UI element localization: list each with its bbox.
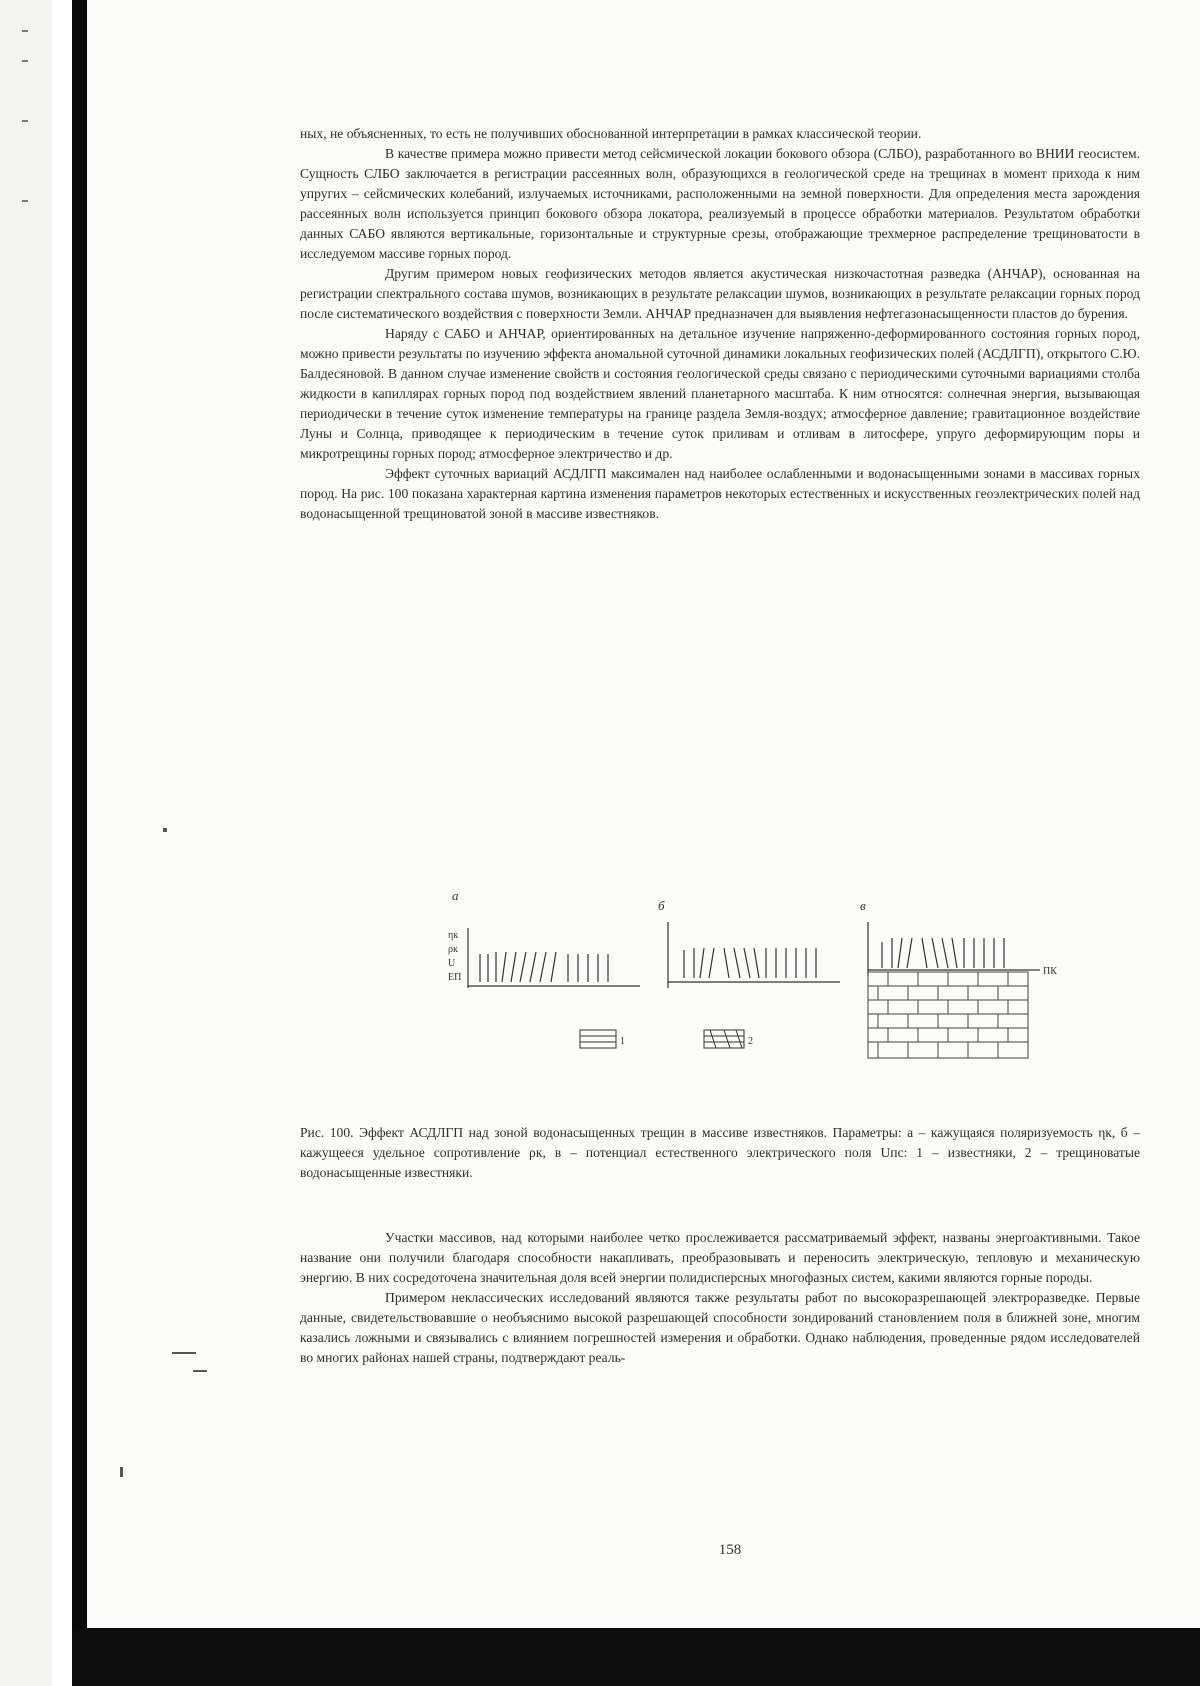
axis-label-eta: ηк — [448, 930, 459, 941]
legend-label-2: 2 — [748, 1036, 753, 1047]
axis-label-u: U — [448, 958, 456, 969]
scan-speck — [163, 828, 167, 832]
scan-mark — [22, 60, 28, 62]
panel-label-b: б — [658, 898, 665, 913]
panel-label-a: а — [452, 890, 459, 903]
level-label: ПК — [1043, 966, 1057, 977]
scan-mark — [22, 30, 28, 32]
body-text-top — [300, 124, 1140, 524]
scan-speck — [172, 1352, 196, 1354]
page-number: 158 — [718, 1542, 742, 1558]
scan-speck — [120, 1467, 123, 1477]
paragraph: Примером неклассических исследований являются также результаты работ по высокоразрешающей электроразведке. Первые данные, свидетельствовавшие о необъяснимо высокой разрешающей способности зондирований становлением поля в ближней зоне, многим казались ложными и связывались с влиянием погрешностей измерения и обработки. Однако наблюдения, проведенные рядом исследователей во многих районах нашей страны, подтверждают реаль- — [300, 1290, 1140, 1365]
scan-mark — [22, 200, 28, 202]
figure-100 — [440, 890, 1080, 1060]
paragraph: В качестве примера можно привести метод сейсмической локации бокового обзора (СЛБО), разработанного во ВНИИ геосистем. Сущность СЛБО заключается в регистрации рассеянных волн, образующихся в геологической среде на трещинах в момент прихода к ним упругих – сейсмических колебаний, излучаемых источниками, расположенными на земной поверхности. Для определения места зарождения рассеянных волн используется принцип бокового обзора локатора, реализуемый в процессе обработки материалов. Результатом обработки данных САБО являются вертикальные, горизонтальные и структурные срезы, отображающие трехмерное распределение трещиноватости в исследуемом массиве горных пород. — [300, 146, 1140, 261]
page-binding-shadow — [72, 0, 87, 1686]
figure-graphic — [440, 890, 1080, 1060]
paragraph: ных, не объясненных, то есть не получивших обоснованной интерпретации в рамках классической теории. — [300, 126, 922, 141]
scan-speck — [193, 1370, 207, 1372]
paragraph: Участки массивов, над которыми наиболее четко прослеживается рассматриваемый эффект, названы энергоактивными. Такое название они получили благодаря способности накапливать, преобразовывать и переносить электрическую, тепловую и механическую энергию. В них сосредоточена значительная доля всей энергии полидисперсных многофазных систем, какими являются горные породы. — [300, 1230, 1140, 1285]
axis-label-rho: ρк — [448, 944, 458, 955]
panel-c-profile — [868, 922, 1030, 976]
legend-limestone — [580, 1030, 616, 1048]
panel-b-profile — [668, 922, 840, 988]
body-text-bottom — [300, 1228, 1140, 1368]
limestone-layer — [868, 972, 1028, 1058]
scan-margin-strip — [0, 0, 52, 1686]
panel-label-c: в — [860, 898, 866, 913]
axis-label-ep: ЕП — [448, 972, 462, 983]
legend-label-1: 1 — [620, 1036, 625, 1047]
paragraph: Эффект суточных вариаций АСДЛГП максимален над наиболее ослабленными и водонасыщенными зонами в массивах горных пород. На рис. 100 показана характерная картина изменения параметров некоторых естественных и искусственных геоэлектрических полей над водонасыщенной трещиноватой зоной в массиве известняков. — [300, 466, 1140, 521]
paragraph: Наряду с САБО и АНЧАР, ориентированных на детальное изучение напряженно-деформированного состояния горных пород, можно привести результаты по изучению эффекта аномальной суточной динамики локальных геофизических полей (АСДЛГП), открытого С.Ю. Балдесяновой. В данном случае изменение свойств и состояния геологической среды связано с периодическими суточными вариациями столба жидкости в капиллярах горных пород под воздействием явлений планетарного масштаба. К ним относятся: солнечная энергия, вызывающая периодически в течение суток изменение температуры на границе раздела Земля-воздух; атмосферное давление; гравитационное воздействие Луны и Солнца, приводящее к периодическим в течение суток приливам и отливам в литосфере, упруго деформирующим поры и микротрещины горных пород; атмосферное электричество и др. — [300, 326, 1140, 461]
legend-fractured-limestone — [704, 1030, 744, 1048]
page-bottom-shadow — [72, 1628, 1200, 1686]
paragraph: Другим примером новых геофизических методов является акустическая низкочастотная разведка (АНЧАР), основанная на регистрации спектрального состава шумов, возникающих в результате релаксации шумов, возникающих в результате релаксации горных пород после систематического воздействия с поверхности Земли. АНЧАР предназначен для выявления нефтегазонасыщенности пластов до бурения. — [300, 266, 1140, 321]
panel-a-profile — [468, 928, 640, 988]
scan-mark — [22, 120, 28, 122]
figure-caption: Рис. 100. Эффект АСДЛГП над зоной водонасыщенных трещин в массиве известняков. Параметры: а – кажущаяся поляризуемость ηк, б – кажущееся удельное сопротивление ρк, в – потенциал естественного электрического поля Uпс: 1 – известняки, 2 – трещиноватые водонасыщенные известняки. — [300, 1125, 1140, 1180]
